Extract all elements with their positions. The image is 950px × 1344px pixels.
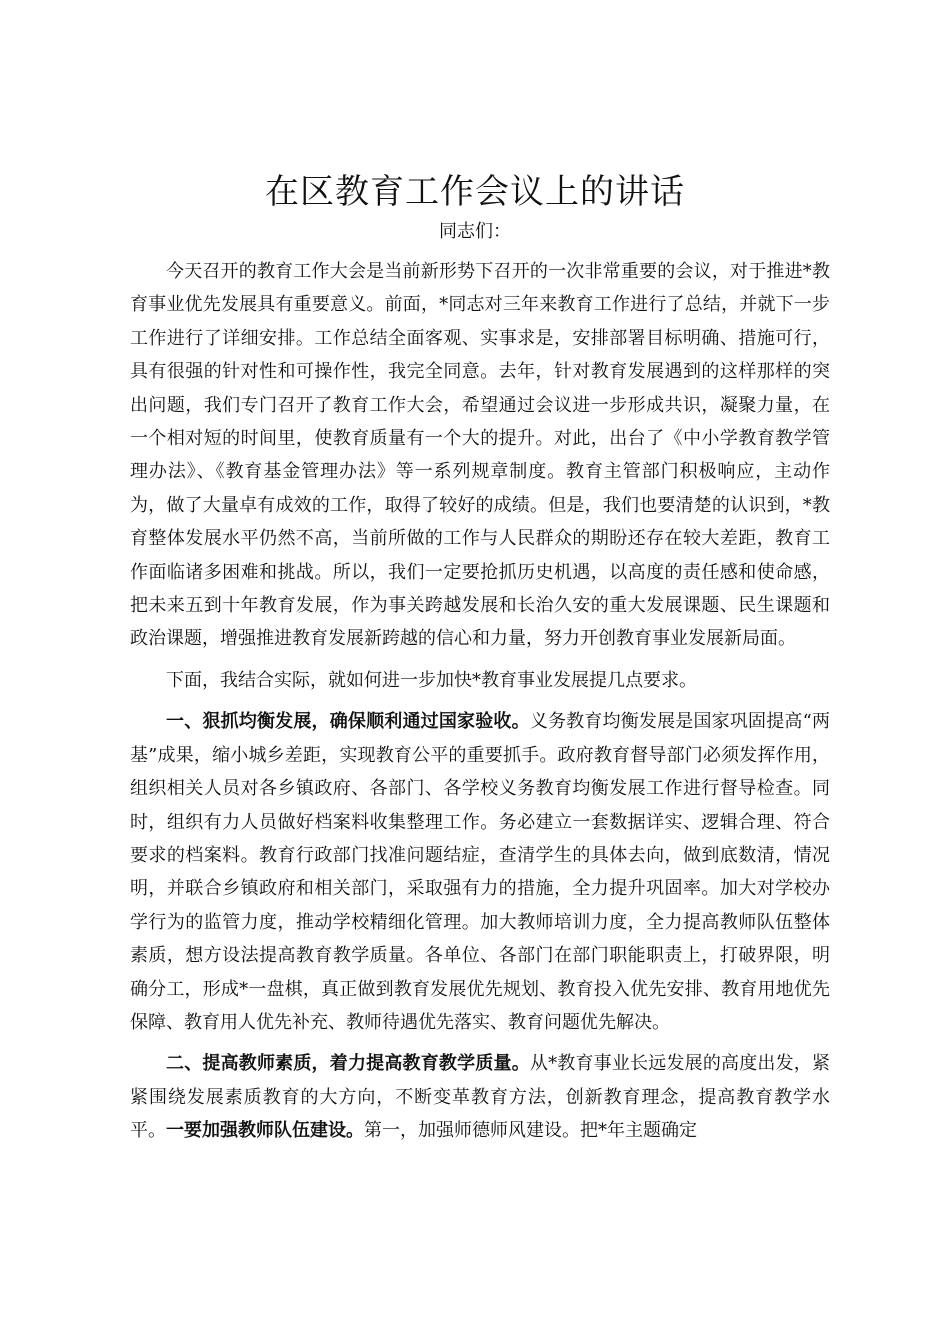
paragraph-text: 义务教育均衡发展是国家巩固提高“两基”成果，缩小城乡差距，实现教育公平的重要抓手。政府教育督导部门必须发挥作用，组织相关人员对各乡镇政府、各部门、各学校义务教育均衡发展工作进行督导检查。同时，组织有力人员做好档案料收集整理工作。务必建立一套数据详实、逻辑合理、符合要求的档案料。教育行政部门找准问题结症，查清学生的具体去向，做到底数清，情况明，并联合乡镇政府和相关部门，采取强有力的措施，全力提升巩固率。加大对学校办学行为的监管力度，推动学校精细化管理。加大教师培训力度，全力提高教师队伍整体素质，想方设法提高教育教学质量。各单位、各部门在部门职能职责上，打破界限，明确分工，形成*一盘棋，真正做到教育发展优先规划、教育投入优先安排、教育用地优先保障、教育用人优先补充、教师待遇优先落实、教育问题优先解决。 bbox=[130, 711, 831, 1033]
greeting: 同志们： bbox=[439, 221, 511, 242]
paragraph-intro bbox=[130, 255, 830, 656]
document-title: 在区教育工作会议上的讲话 bbox=[265, 172, 685, 212]
paragraph-text: 第一，加强师德师风建设。把*年主题确定 bbox=[364, 1120, 697, 1142]
subsection-heading: 一要加强教师队伍建设。 bbox=[166, 1120, 364, 1142]
paragraph-section-1 bbox=[130, 705, 830, 1039]
section-heading: 一、狠抓均衡发展，确保顺利通过国家验收。 bbox=[166, 711, 530, 733]
paragraph-text: 从*教育事业长远发展的高度出发，紧紧围绕发展素质教育的大方向，不断变革教育方法，创新教育理念，提高教育教学水平。 bbox=[130, 1053, 831, 1142]
paragraph-text: 今天召开的教育工作大会是当前新形势下召开的一次非常重要的会议，对于推进*教育事业优先发展具有重要意义。前面，*同志对三年来教育工作进行了总结，并就下一步工作进行了详细安排。工作总结全面客观、实事求是，安排部署目标明确、措施可行，具有很强的针对性和可操作性，我完全同意。去年，针对教育发展遇到的这样那样的突出问题，我们专门召开了教育工作大会，希望通过会议进一步形成共识，凝聚力量，在一个相对短的时间里，使教育质量有一个大的提升。对此，出台了《中小学教育教学管理办法》、《教育基金管理办法》等一系列规章制度。教育主管部门积极响应，主动作为，做了大量卓有成效的工作，取得了较好的成绩。但是，我们也要清楚的认识到，*教育整体发展水平仍然不高，当前所做的工作与人民群众的期盼还存在较大差距，教育工作面临诸多困难和挑战。所以，我们一定要抢抓历史机遇，以高度的责任感和使命感，把未来五到十年教育发展，作为事关跨越发展和长治久安的重大发展课题、民生课题和政治课题，增强推进教育发展新跨越的信心和力量，努力开创教育事业发展新局面。 bbox=[130, 261, 830, 650]
document-body bbox=[130, 255, 830, 1148]
paragraph-transition bbox=[130, 664, 830, 697]
paragraph-section-2 bbox=[130, 1047, 830, 1147]
section-heading: 二、提高教师素质，着力提高教育教学质量。 bbox=[166, 1053, 530, 1075]
paragraph-text: 下面，我结合实际，就如何进一步加快*教育事业发展提几点要求。 bbox=[166, 669, 697, 691]
